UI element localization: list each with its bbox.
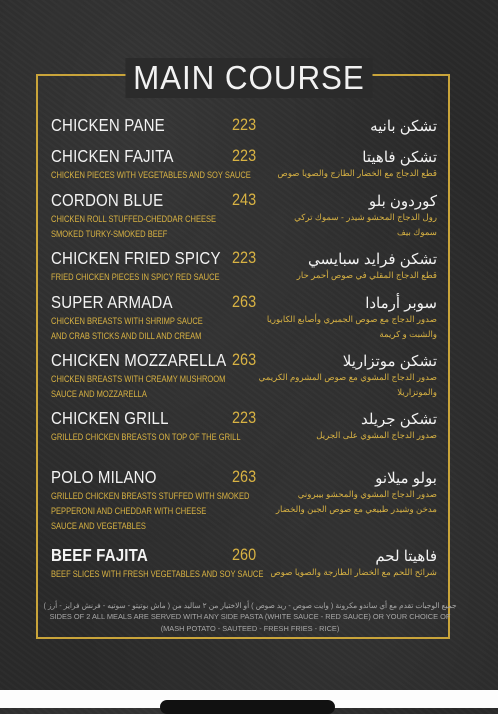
item-name: POLO MILANO bbox=[51, 467, 157, 487]
item-description: SMOKED TURKY-SMOKED BEEF bbox=[51, 229, 168, 239]
item-price: 263 bbox=[232, 467, 257, 486]
item-description-ar: قطع الدجاج مع الخضار الطازج والصويا صوص bbox=[277, 168, 437, 178]
item-description: CHICKEN BREASTS WITH SHRIMP SAUCE bbox=[51, 316, 203, 326]
item-description-ar: والشبت و كريمة bbox=[379, 329, 437, 339]
item-description: GRILLED CHICKEN BREASTS ON TOP OF THE GRILL bbox=[51, 432, 241, 442]
item-price: 243 bbox=[232, 190, 257, 209]
item-name: CHICKEN GRILL bbox=[51, 408, 169, 428]
item-price: 223 bbox=[232, 115, 257, 134]
item-description: PEPPERONI AND CHEDDAR WITH CHEESE bbox=[51, 506, 207, 516]
item-name: CORDON BLUE bbox=[51, 190, 164, 210]
item-name-ar: كوردون بلو bbox=[368, 193, 437, 210]
bottom-overlay-pill bbox=[160, 700, 335, 714]
item-description-ar: والموتزاريلا bbox=[397, 387, 437, 397]
item-description-ar: صدور الدجاج مع صوص الجمبري وأصابع الكابوريا bbox=[266, 314, 437, 324]
item-description-ar: رول الدجاج المحشو شيدر - سموك تركي bbox=[294, 212, 437, 222]
item-description-ar: مدخن وشيدر طبيعي مع صوص الجبن والخضار bbox=[275, 504, 437, 514]
item-description: FRIED CHICKEN PIECES IN SPICY RED SAUCE bbox=[51, 272, 220, 282]
item-description-ar: شرائح اللحم مع الخضار الطازجة والصويا صوص bbox=[270, 567, 437, 577]
item-name-ar: تشكن فرايد سبايسي bbox=[308, 251, 437, 268]
item-description-ar: صدور الدجاج المشوي على الجريل bbox=[316, 430, 437, 440]
item-name: BEEF FAJITA bbox=[51, 545, 148, 565]
item-price: 223 bbox=[232, 146, 257, 165]
menu-title: MAIN COURSE bbox=[126, 58, 373, 98]
item-price: 223 bbox=[232, 408, 257, 427]
footer-note-en: SIDES OF 2 ALL MEALS ARE SERVED WITH ANY SIDE PASTA (WHITE SAUCE - RED SAUCE) OR YOUR CHOICE OF bbox=[49, 612, 451, 621]
item-name: CHICKEN FAJITA bbox=[51, 146, 174, 166]
item-name-ar: تشكن فاهيتا bbox=[362, 149, 437, 166]
item-name-ar: تشكن جريلد bbox=[361, 411, 437, 428]
item-description-ar: صدور الدجاج المشوي مع صوص المشروم الكريمي bbox=[258, 372, 437, 382]
item-description: SAUCE AND VEGETABLES bbox=[51, 521, 146, 531]
item-description: CHICKEN PIECES WITH VEGETABLES AND SOY SAUCE bbox=[51, 170, 251, 180]
item-name-ar: بولو ميلانو bbox=[375, 470, 437, 487]
item-price: 223 bbox=[232, 248, 257, 267]
item-name-ar: فاهيتا لحم bbox=[375, 548, 437, 565]
item-description: BEEF SLICES WITH FRESH VEGETABLES AND SOY SAUCE bbox=[51, 569, 264, 579]
footer-note-ar: جميع الوجبات تقدم مع أي ساندو مكرونة ( وايت صوص - ريد صوص ) أو الاختيار من ٢ ساليد من ( ماش بوتيتو - سوتيه - فرنش فرايز - أرز ) bbox=[43, 601, 457, 610]
item-name-ar: تشكن موتزاريلا bbox=[342, 353, 437, 370]
item-name-ar: تشكن بانيه bbox=[370, 118, 437, 135]
item-price: 260 bbox=[232, 545, 257, 564]
menu-title-wrap bbox=[0, 58, 498, 98]
item-name: CHICKEN PANE bbox=[51, 115, 165, 135]
item-description: GRILLED CHICKEN BREASTS STUFFED WITH SMOKED bbox=[51, 491, 250, 501]
item-description-ar: صدور الدجاج المشوي والمحشو بيبروني bbox=[297, 489, 437, 499]
item-description-ar: قطع الدجاج المقلي في صوص أحمر حار bbox=[296, 270, 437, 280]
item-name: SUPER ARMADA bbox=[51, 292, 173, 312]
item-name: CHICKEN MOZZARELLA bbox=[51, 350, 227, 370]
item-description: SAUCE AND MOZZARELLA bbox=[51, 389, 147, 399]
item-description: CHICKEN ROLL STUFFED-CHEDDAR CHEESE bbox=[51, 214, 217, 224]
item-description: AND CRAB STICKS AND DILL AND CREAM bbox=[51, 331, 202, 341]
item-price: 263 bbox=[232, 292, 257, 311]
footer-note-en-sides: (MASH POTATO - SAUTEED - FRESH FRIES - RICE) bbox=[160, 624, 340, 633]
item-description: CHICKEN BREASTS WITH CREAMY MUSHROOM bbox=[51, 374, 226, 384]
item-price: 263 bbox=[232, 350, 257, 369]
item-name-ar: سوبر أرمادا bbox=[365, 295, 437, 312]
item-name: CHICKEN FRIED SPICY bbox=[51, 248, 221, 268]
item-description-ar: سموك بيف bbox=[397, 227, 437, 237]
